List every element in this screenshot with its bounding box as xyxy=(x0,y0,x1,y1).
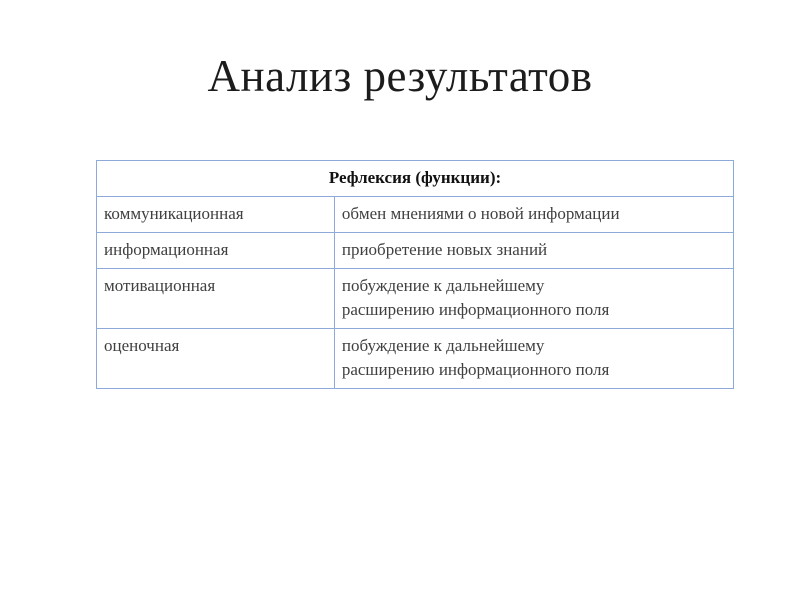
table-row xyxy=(97,233,734,269)
function-name-cell: мотивационная xyxy=(97,269,335,329)
description-line: расширению информационного поля xyxy=(341,360,610,379)
table-header-row xyxy=(97,161,734,197)
description-line: приобретение новых знаний xyxy=(341,240,548,259)
function-description-cell xyxy=(334,269,733,329)
table-row xyxy=(97,197,734,233)
table-header: Рефлексия (функции): xyxy=(97,161,734,197)
description-line: расширению информационного поля xyxy=(341,300,610,319)
reflection-functions-table xyxy=(96,160,734,389)
function-name-cell: информационная xyxy=(97,233,335,269)
table-row xyxy=(97,269,734,329)
table-row xyxy=(97,329,734,389)
description-line: побуждение к дальнейшему xyxy=(341,336,545,355)
slide-title: Анализ результатов xyxy=(207,51,593,101)
description-line: обмен мнениями о новой информации xyxy=(341,204,620,223)
description-line: побуждение к дальнейшему xyxy=(341,276,545,295)
function-name-cell: коммуникационная xyxy=(97,197,335,233)
function-description-cell xyxy=(334,197,733,233)
function-name-cell: оценочная xyxy=(97,329,335,389)
function-description-cell xyxy=(334,329,733,389)
function-description-cell xyxy=(334,233,733,269)
